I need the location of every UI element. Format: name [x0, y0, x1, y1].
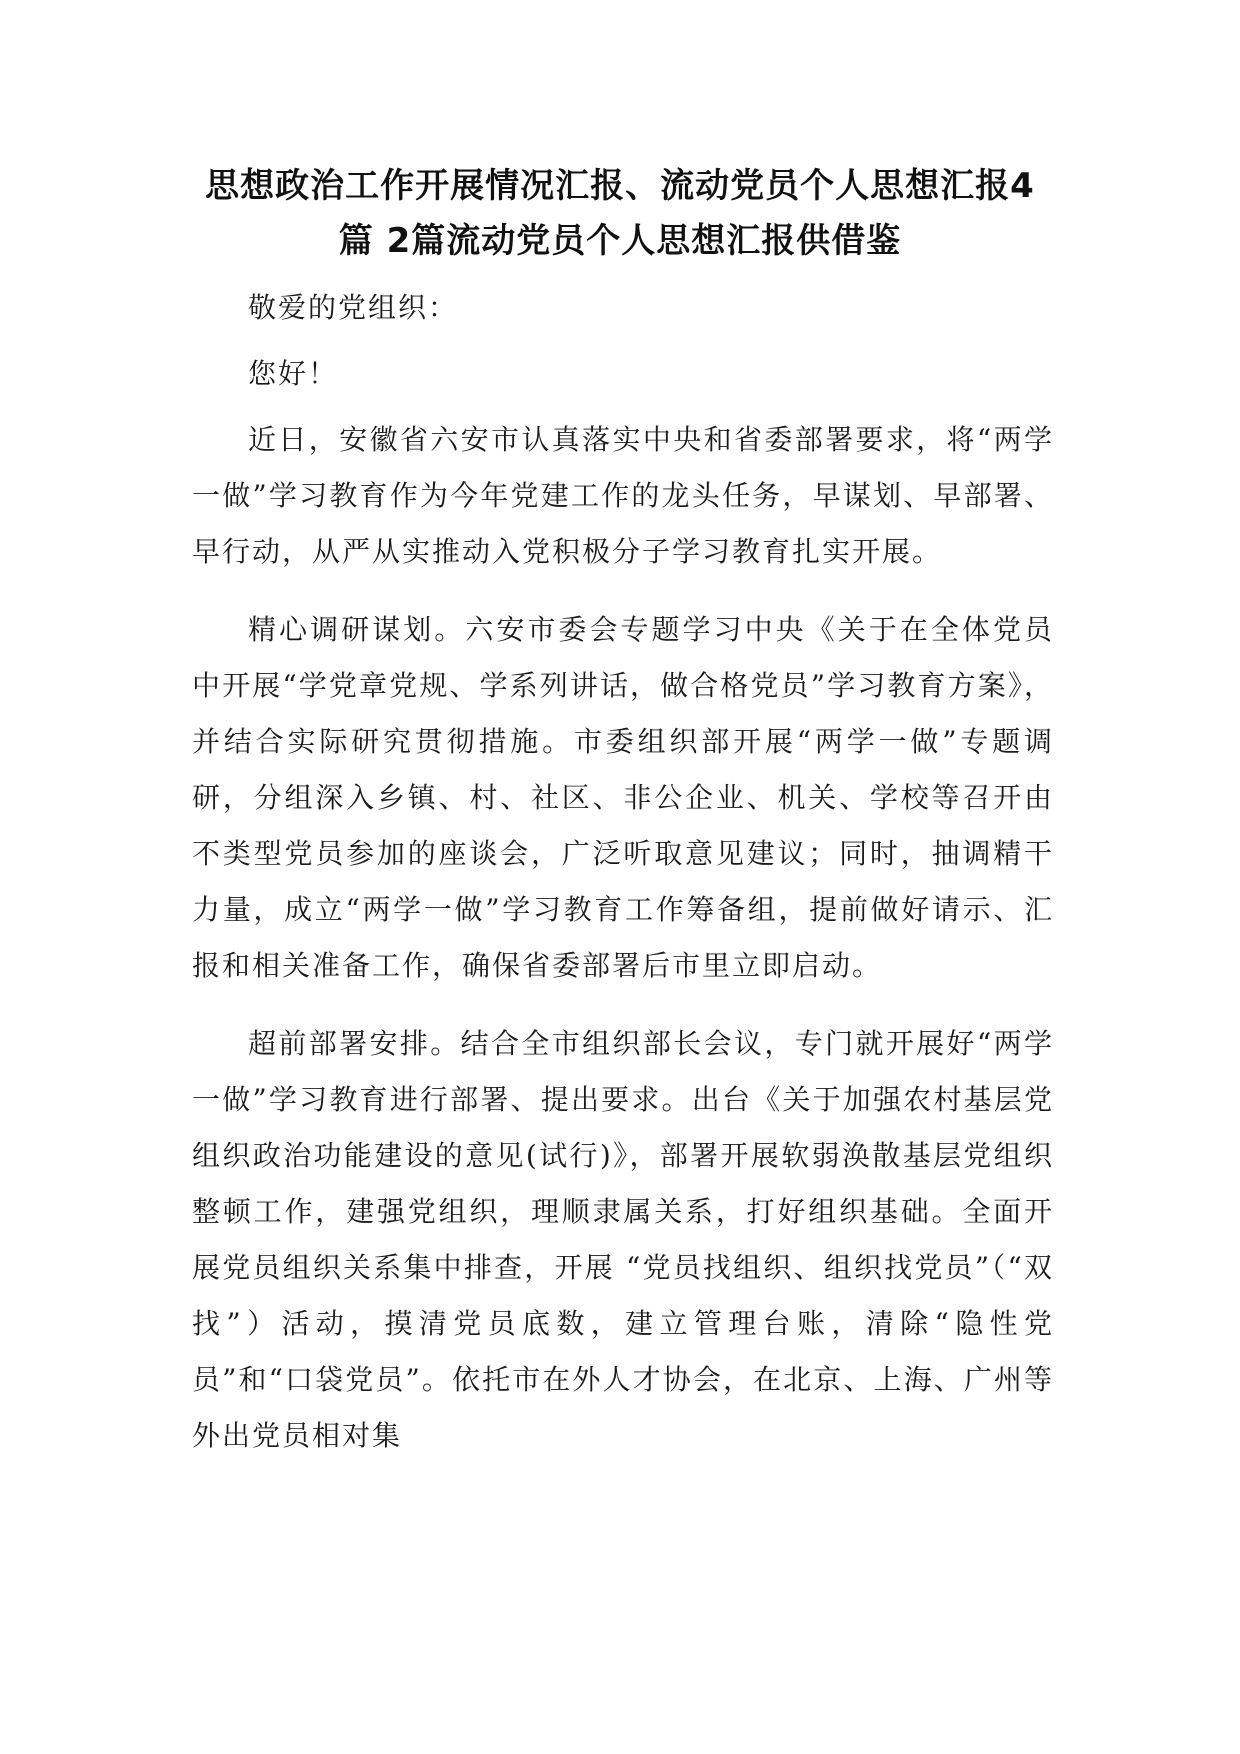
paragraph-intro: 近日，安徽省六安市认真落实中央和省委部署要求，将“两学一做”学习教育作为今年党建工作的龙头任务，早谋划、早部署、早行动，从严从实推动入党积极分子学习教育扎实开展。	[192, 423, 1054, 568]
paragraph-planning: 精心调研谋划。六安市委会专题学习中央《关于在全体党员中开展“学党章党规、学系列讲话，做合格党员”学习教育方案》，并结合实际研究贯彻措施。市委组织部开展“两学一做”专题调研，分组深入乡镇、村、社区、非公企业、机关、学校等召开由不类型党员参加的座谈会，广泛听取意见建议；同时，抽调精干力量，成立“两学一做”学习教育工作筹备组，提前做好请示、汇报和相关准备工作，确保省委部署后市里立即启动。	[192, 613, 1054, 982]
greeting: 您好！	[248, 357, 339, 390]
salutation: 敬爱的党组织：	[248, 291, 459, 324]
document-title-line-2: 篇 2篇流动党员个人思想汇报供借鉴	[338, 221, 902, 261]
paragraph-deployment: 超前部署安排。结合全市组织部长会议，专门就开展好“两学一做”学习教育进行部署、提出要求。出台《关于加强农村基层党组织政治功能建设的意见(试行)》，部署开展软弱涣散基层党组织整顿工作，建强党组织，理顺隶属关系，打好组织基础。全面开展党员组织关系集中排查，开展 “党员找组织、组织找党员”（“双找”）活动，摸清党员底数，建立管理台账，清除“隐性党员”和“口袋党员”。依托市在外人才协会，在北京、上海、广州等外出党员相对集	[192, 1027, 1054, 1452]
document-title-line-1: 思想政治工作开展情况汇报、流动党员个人思想汇报4	[205, 166, 1035, 206]
document-body	[192, 280, 1054, 1474]
